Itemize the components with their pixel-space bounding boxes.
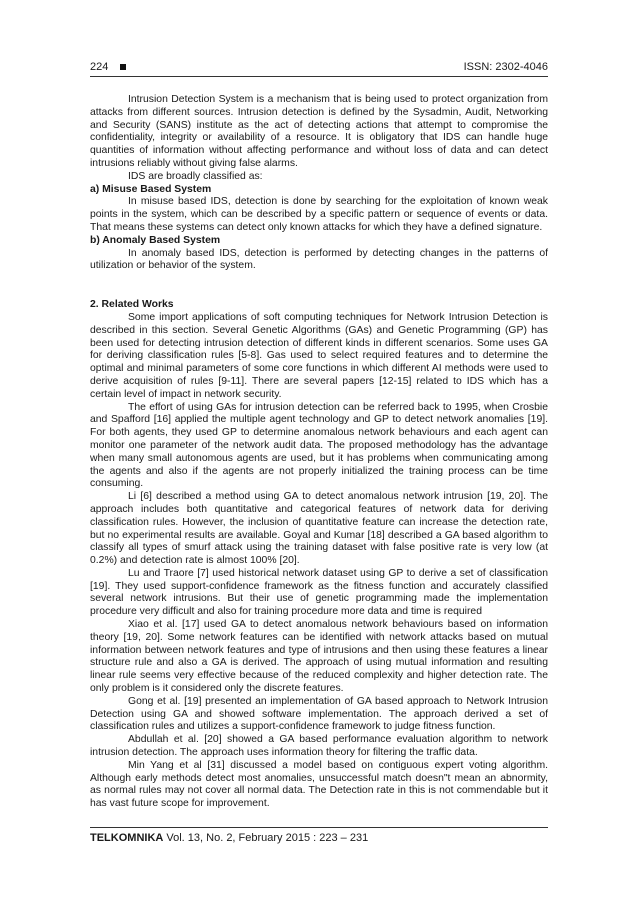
section-heading-misuse: a) Misuse Based System: [90, 183, 212, 195]
journal-name: TELKOMNIKA: [90, 832, 164, 844]
paragraph: Intrusion Detection System is a mechanism that is being used to protect organization from attacks from different sources. Intrusion detection is defined by the Sysadmin, Audit, Networking and Security (SANS) institute as the act of detecting actions that attempt to compromise the confidentiality, integrity or availability of a resource. It is obligatory that IDS can handle huge quantities of information without affecting performance and without loss of data and can detect intrusions reliably without giving false alarms.: [90, 94, 548, 169]
section-heading-anomaly: b) Anomaly Based System: [90, 234, 221, 246]
black-square-icon: [120, 64, 126, 70]
issn-label: ISSN: 2302-4046: [463, 61, 548, 73]
page-number: 224: [90, 61, 109, 73]
paragraph: The effort of using GAs for intrusion detection can be referred back to 1995, when Crosbie and Spafford [16] applied the multiple agent technology and GP to detect network anomalies [19]. For both agents, they used GP to determine anomalous network behaviours and each agent can monitor one parameter of the network audit data. The proposed methodology has the advantage when many small autonomous agents are used, but it has problems when communicating among the agents and also if the agents are not properly initialized the training process can be time consuming.: [90, 401, 548, 490]
page-footer: [90, 831, 548, 845]
paragraph: Lu and Traore [7] used historical network dataset using GP to derive a set of classification [19]. They used support-confidence framework as the fitness function and accurately classified several network intrusions. But their use of genetic programming made the implementation procedure very difficult and also for training procedure more data and time is required: [90, 567, 548, 618]
paragraph: Abdullah et al. [20] showed a GA based performance evaluation algorithm to network intrusion detection. The approach uses information theory for filtering the traffic data.: [90, 734, 548, 759]
paragraph: Xiao et al. [17] used GA to detect anomalous network behaviours based on information theory [19, 20]. Some network features can be identified with network attacks based on mutual information between network features and type of intrusions and then using these features a linear structure rule and also a GA is derived. The approach of using mutual information and resulting linear rule seems very effective because of the reduced complexity and higher detection rate. The only problem is it considered only the discrete features.: [90, 619, 548, 695]
footer-divider: [90, 827, 548, 828]
paragraph: In misuse based IDS, detection is done by searching for the exploitation of known weak points in the system, which can be described by a specific pattern or sequence of events or data. That means these systems can detect only known attacks for which they have a defined signature.: [90, 196, 548, 233]
paragraph: IDS are broadly classified as:: [128, 170, 263, 182]
paragraph: Some import applications of soft computing techniques for Network Intrusion Detection is described in this section. Several Genetic Algorithms (GAs) and Genetic Programming (GP) has been used for detecting intrusion detection of different kinds in different scenarios. Some uses GA for deriving classification rules [5-8]. Gas used to select required features and to determine the optimal and minimal parameters of some core functions in which different AI methods were used to derive acquisition of rules [9-11]. There are several papers [12-15] related to IDS which has a certain level of impact in network security.: [90, 311, 548, 400]
article-body: [90, 94, 548, 811]
paragraph: Li [6] described a method using GA to detect anomalous network intrusion [19, 20]. The approach includes both quantitative and categorical features of network data for deriving classification rules. However, the inclusion of quantitative feature can increase the detection rate, but no experimental results are available. Goyal and Kumar [18] described a GA based algorithm to classify all types of smurf attack using the training dataset with false positive rate is very low (at 0.2%) and detection rate is almost 100% [20].: [90, 491, 548, 567]
paragraph: Gong et al. [19] presented an implementation of GA based approach to Network Intrusion Detection using GA and showed software implementation. The approach derived a set of classification rules and utilizes a support-confidence framework to judge fitness function.: [90, 695, 548, 733]
section-spacer: [90, 273, 548, 299]
paragraph: In anomaly based IDS, detection is performed by detecting changes in the patterns of utilization or behavior of the system.: [90, 247, 548, 272]
paragraph: Min Yang et al [31] discussed a model based on contiguous expert voting algorithm. Although early methods detect most anomalies, unsuccessful match doesn"t mean an abnormity, as normal rules may not cover all normal data. The Detection rate in this is not commendable but it has vast future scope for improvement.: [90, 759, 548, 810]
journal-citation: Vol. 13, No. 2, February 2015 : 223 – 231: [166, 832, 369, 844]
header-divider: [90, 76, 548, 77]
section-heading-related-works: 2. Related Works: [90, 299, 174, 311]
